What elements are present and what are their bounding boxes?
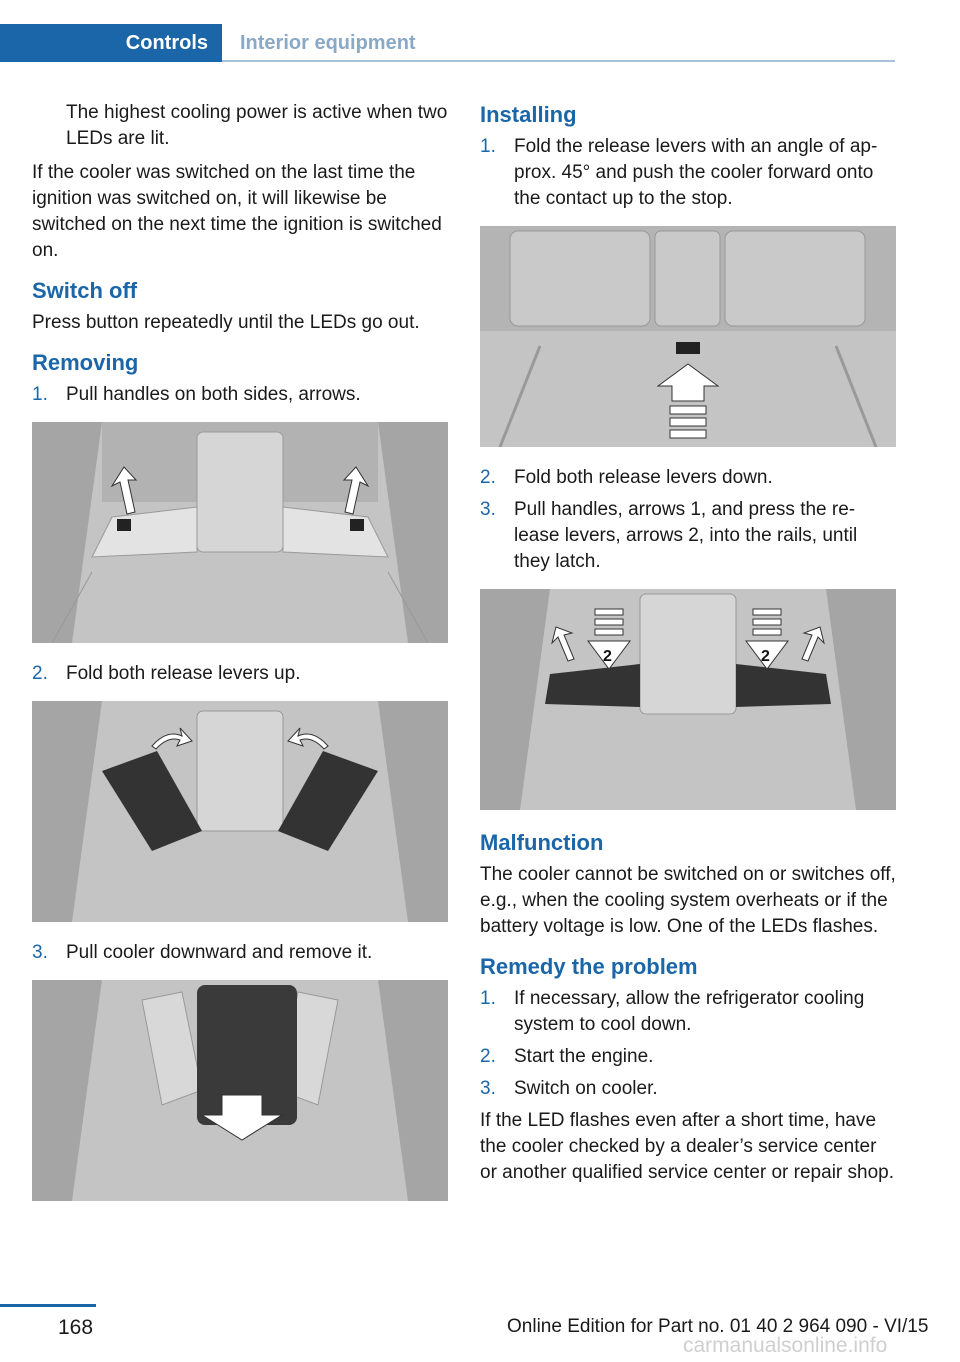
step-text: Start the engine.	[514, 1046, 654, 1067]
watermark: carmanualsonline.info	[683, 1334, 888, 1357]
step-text: Pull cooler downward and remove it.	[66, 942, 373, 963]
step-text: Fold the release levers with an angle of ap‐prox. 45° and push the cooler forward onto the contact up to the stop.	[514, 136, 878, 209]
removing-step-1	[32, 382, 448, 408]
section-tab-controls[interactable]: Controls	[0, 24, 222, 62]
remedy-text: If the LED flashes even after a short time, have the cooler checked by a dealer’s service center or another qualified service center or repair shop.	[480, 1110, 895, 1183]
step-text: Pull handles, arrows 1, and press the re‐lease levers, arrows 2, into the rails, until they latch.	[514, 499, 858, 572]
step-number: 2.	[480, 467, 496, 488]
remedy-step-1	[480, 986, 896, 1038]
malfunction-heading: Malfunction	[480, 830, 604, 855]
step-text: Fold both release levers up.	[66, 663, 301, 684]
removing-step-2	[32, 661, 448, 687]
step-number: 2.	[32, 663, 48, 684]
page-number: 168	[58, 1316, 94, 1339]
malfunction-text: The cooler cannot be switched on or switches off, e.g., when the cooling system overheats or if the battery voltage is low. One of the LEDs flashes.	[480, 864, 896, 937]
installing-step-2	[480, 465, 896, 491]
figure-remove-fold-levers-up	[32, 701, 448, 922]
figure-callout-2-right: 2	[761, 648, 770, 665]
step-text: Switch on cooler.	[514, 1078, 658, 1099]
installing-step-1	[480, 134, 896, 212]
step-number: 3.	[32, 942, 48, 963]
intro-text: If the cooler was switched on the last time the ignition was switched on, it will likewise be switched on the next time the ignition is switched on.	[32, 162, 442, 261]
edition-text: Online Edition for Part no. 01 40 2 964 090 - VI/15	[507, 1316, 929, 1337]
step-text: If necessary, allow the refrigerator cooling system to cool down.	[514, 988, 865, 1035]
step-number: 1.	[32, 384, 48, 405]
installing-heading: Installing	[480, 102, 577, 127]
step-number: 1.	[480, 988, 496, 1009]
remedy-step-2	[480, 1044, 896, 1070]
figure-remove-pull-cooler	[32, 980, 448, 1201]
header-divider	[222, 60, 895, 62]
intro-indent-text: The highest cooling power is active when two LEDs are lit.	[66, 102, 448, 149]
remedy-heading: Remedy the problem	[480, 954, 698, 979]
figure-install-push-cooler	[480, 226, 896, 447]
left-column	[32, 100, 448, 1219]
step-number: 1.	[480, 136, 496, 157]
footer-divider	[0, 1304, 96, 1307]
remedy-step-3	[480, 1076, 896, 1102]
step-number: 2.	[480, 1046, 496, 1067]
figure-callout-2-left: 2	[603, 648, 612, 665]
page-header	[0, 24, 895, 62]
step-number: 3.	[480, 1078, 496, 1099]
installing-step-3	[480, 497, 896, 575]
switch-off-heading: Switch off	[32, 278, 138, 303]
removing-step-3	[32, 940, 448, 966]
step-text: Fold both release levers down.	[514, 467, 773, 488]
step-number: 3.	[480, 499, 496, 520]
section-tab-interior-equipment[interactable]: Interior equipment	[240, 31, 416, 54]
step-text: Pull handles on both sides, arrows.	[66, 384, 361, 405]
figure-remove-pull-handles	[32, 422, 448, 643]
switch-off-text: Press button repeatedly until the LEDs go out.	[32, 312, 420, 333]
right-column	[480, 100, 896, 1194]
removing-heading: Removing	[32, 350, 139, 375]
figure-install-latch-levers	[480, 589, 896, 810]
